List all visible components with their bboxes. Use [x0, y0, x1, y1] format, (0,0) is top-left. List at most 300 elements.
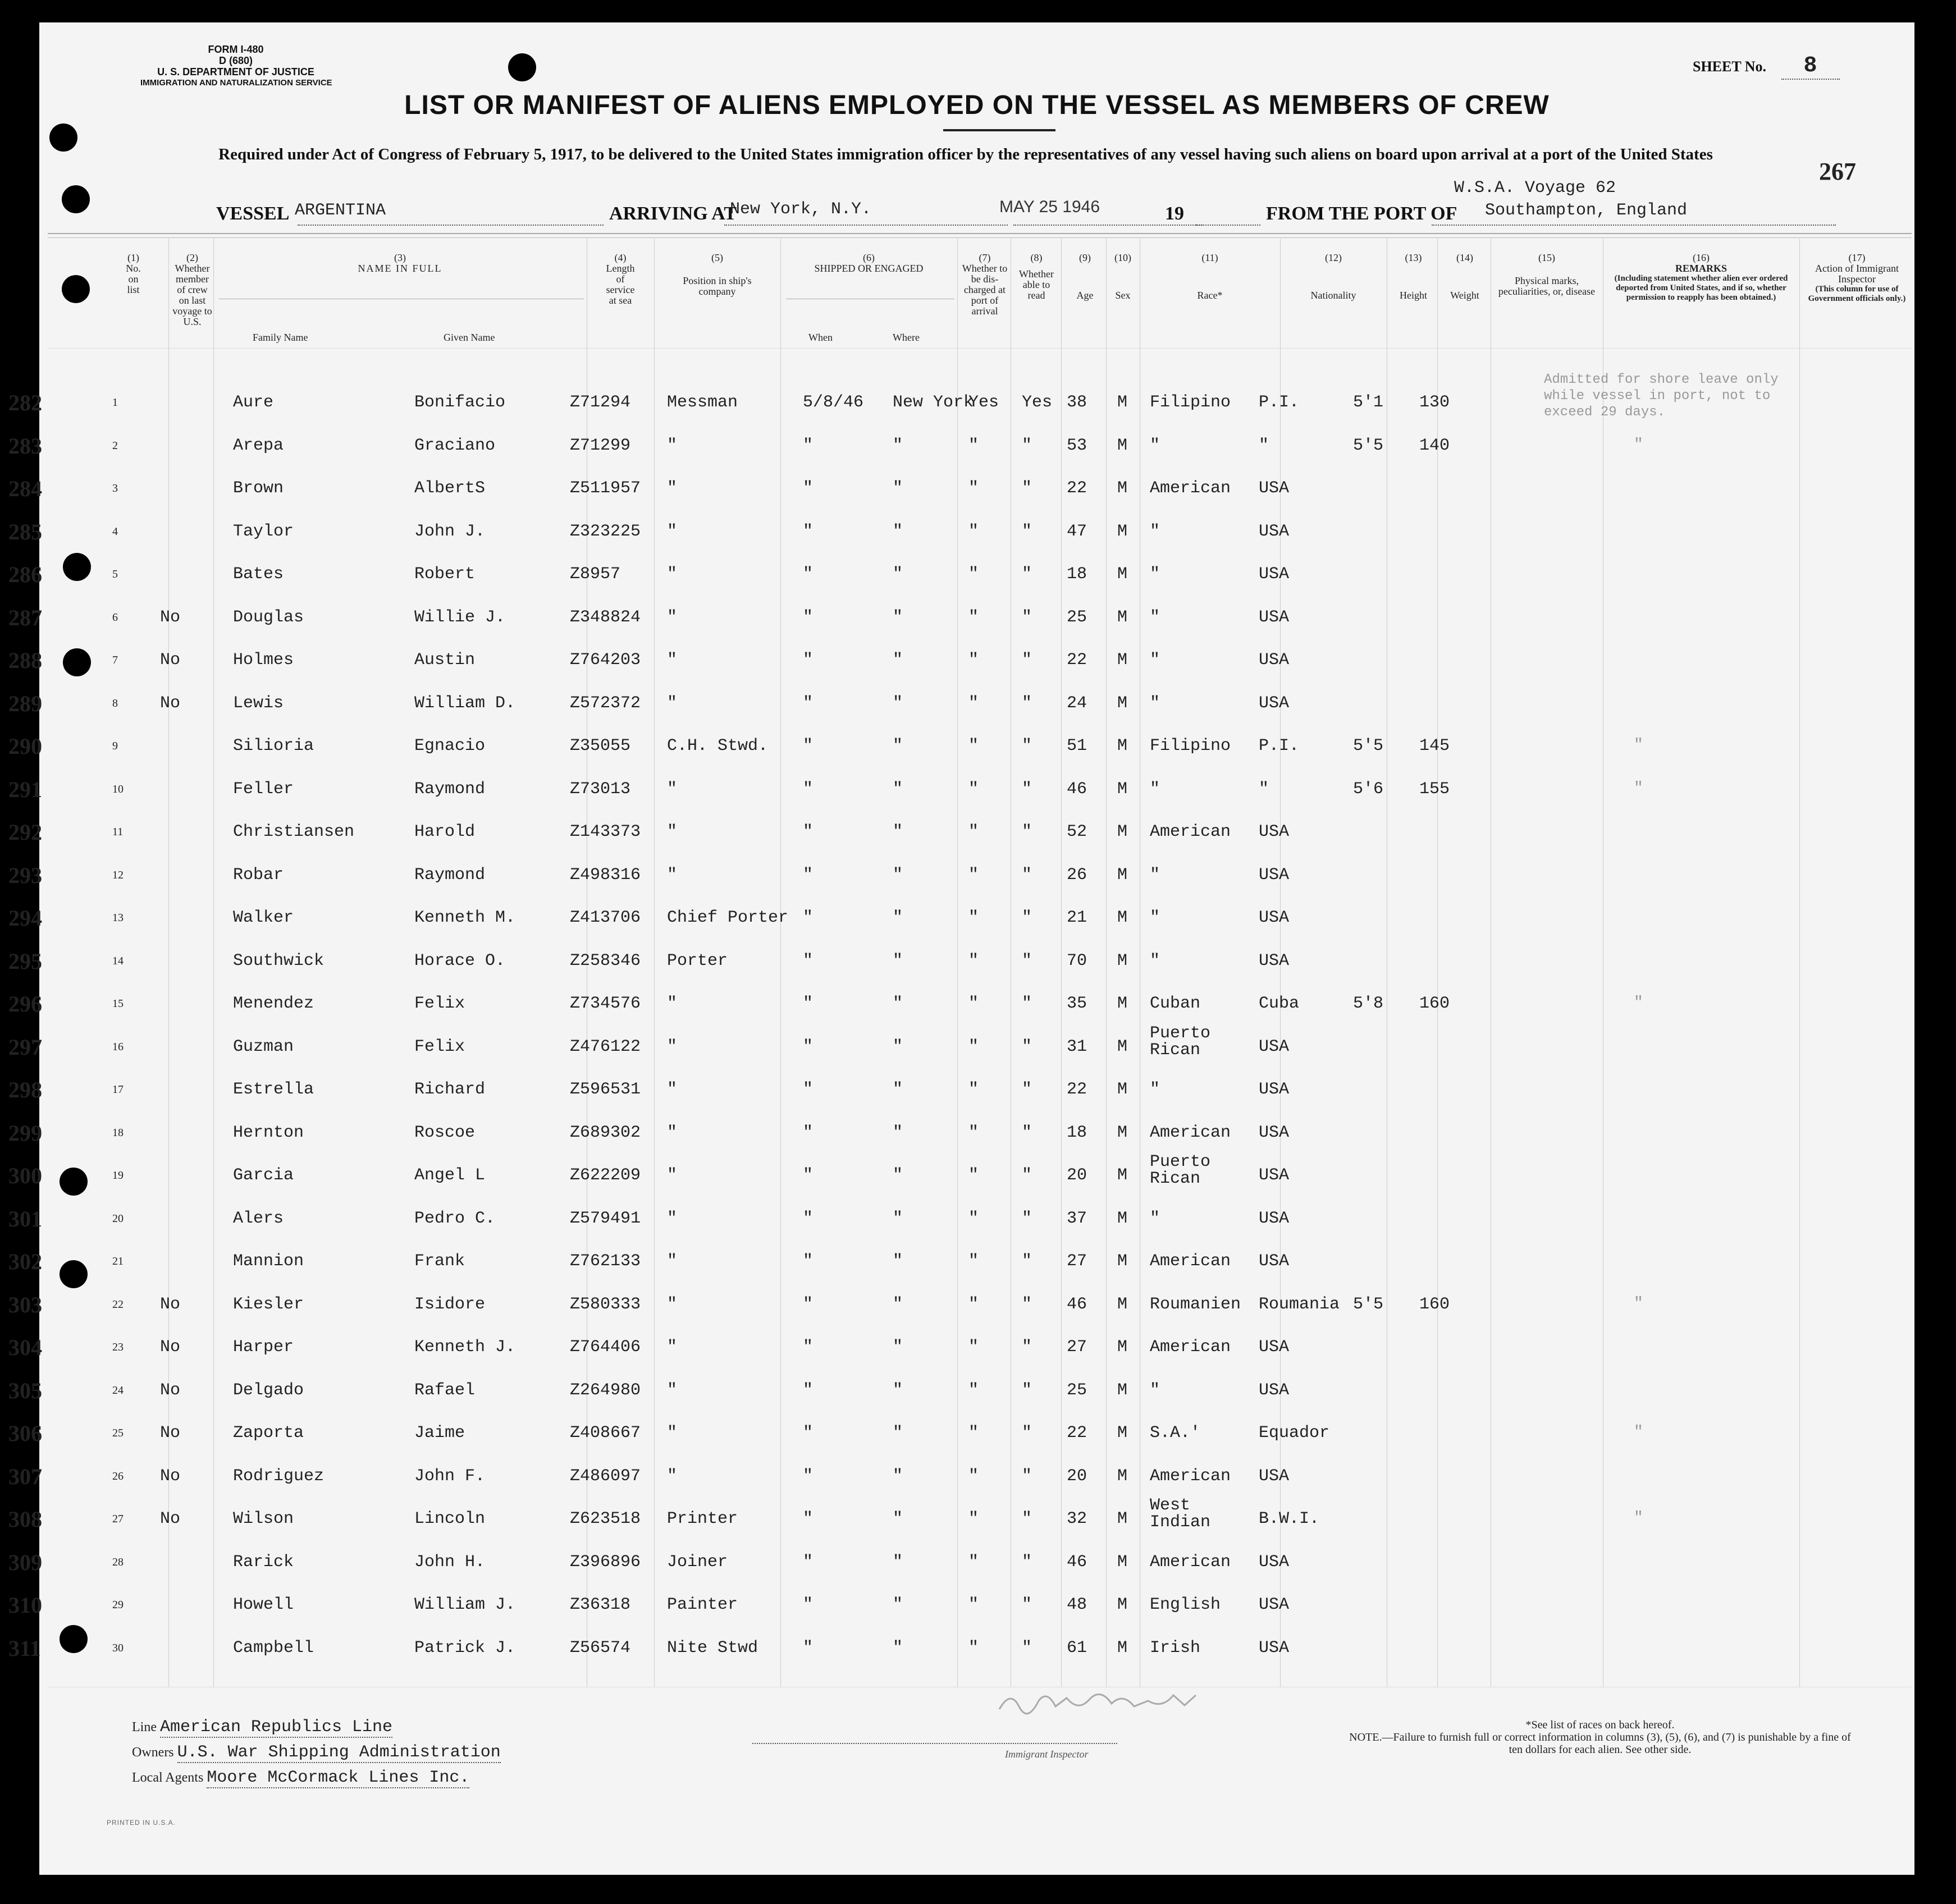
- row-stamp-number: 290: [8, 734, 42, 759]
- punch-hole: [63, 648, 91, 676]
- row-nationality: USA: [1259, 951, 1290, 971]
- col-label: REMARKS: [1675, 263, 1727, 274]
- row-weight: 155: [1419, 779, 1450, 799]
- row-stamp-number: 299: [8, 1120, 42, 1146]
- row-sex: M: [1117, 1080, 1128, 1099]
- row-position: ": [667, 1424, 678, 1443]
- row-race: American: [1150, 1338, 1231, 1357]
- row-given-name: Felix: [414, 994, 465, 1013]
- row-nationality: USA: [1259, 1166, 1290, 1185]
- row-service: Z143373: [570, 822, 641, 841]
- col-divider: [213, 239, 214, 1687]
- row-family-name: Rodriguez: [233, 1466, 325, 1486]
- row-nationality: USA: [1259, 1123, 1290, 1142]
- row-prev-voyage: No: [160, 1294, 181, 1314]
- row-list-number: 1: [112, 396, 118, 409]
- row-nationality: USA: [1259, 1037, 1290, 1056]
- row-able-to-read: ": [1022, 651, 1032, 670]
- row-family-name: Rarick: [233, 1552, 294, 1572]
- row-given-name: Pedro C.: [414, 1209, 496, 1228]
- row-race: ": [1150, 693, 1160, 713]
- row-able-to-read: ": [1022, 951, 1032, 971]
- col-subheader-where: Where: [893, 332, 920, 343]
- row-sex: M: [1117, 1338, 1128, 1357]
- row-nationality: P.I.: [1259, 393, 1300, 412]
- row-list-number: 14: [112, 954, 124, 967]
- row-race: Roumanien: [1150, 1294, 1241, 1314]
- action-note: (This column for use of Government officials only.): [1808, 285, 1906, 303]
- row-list-number: 15: [112, 997, 124, 1010]
- row-able-to-read: ": [1022, 607, 1032, 627]
- row-family-name: Mannion: [233, 1252, 304, 1271]
- row-able-to-read: ": [1022, 865, 1032, 885]
- row-position: ": [667, 436, 678, 455]
- row-list-number: 16: [112, 1040, 124, 1053]
- row-stamp-number: 292: [8, 820, 42, 845]
- row-given-name: Jaime: [414, 1424, 465, 1443]
- from-port-dotline: [1432, 225, 1836, 226]
- row-remark: ": [1634, 1294, 1643, 1312]
- row-shipped-when: ": [803, 1123, 814, 1142]
- row-nationality: B.W.I.: [1259, 1509, 1320, 1528]
- date-stamp: MAY 25 1946: [999, 198, 1100, 216]
- row-service: Z476122: [570, 1037, 641, 1056]
- row-shipped-where: ": [893, 1380, 903, 1400]
- row-sex: M: [1117, 736, 1128, 756]
- row-age: 25: [1067, 1380, 1087, 1400]
- row-family-name: Wilson: [233, 1509, 294, 1528]
- row-discharged: ": [968, 822, 979, 841]
- row-given-name: Patrick J.: [414, 1638, 516, 1658]
- col-num: (9): [1079, 252, 1091, 263]
- row-list-number: 19: [112, 1169, 124, 1182]
- row-service: Z623518: [570, 1509, 641, 1528]
- col-label: Length of service at sea: [606, 263, 635, 306]
- arriving-dotline: [724, 225, 1008, 226]
- row-shipped-when: ": [803, 822, 814, 841]
- row-position: ": [667, 565, 678, 584]
- row-stamp-number: 298: [8, 1077, 42, 1102]
- row-position: ": [667, 693, 678, 713]
- row-list-number: 26: [112, 1470, 124, 1482]
- row-shipped-when: ": [803, 1638, 814, 1658]
- footer-line-value: American Republics Line: [159, 1718, 393, 1737]
- row-nationality: USA: [1259, 1338, 1290, 1357]
- row-list-number: 24: [112, 1384, 124, 1397]
- col-label: Age: [1076, 290, 1094, 301]
- col-num: (2): [186, 252, 198, 263]
- footer-agents-label: Local Agents: [132, 1770, 204, 1785]
- col-label: Nationality: [1310, 290, 1356, 301]
- row-stamp-number: 303: [8, 1292, 42, 1317]
- row-discharged: ": [968, 1209, 979, 1228]
- row-able-to-read: ": [1022, 1552, 1032, 1572]
- row-discharged: ": [968, 607, 979, 627]
- row-discharged: ": [968, 951, 979, 971]
- row-service: Z71299: [570, 436, 631, 455]
- col-header-name: [213, 253, 587, 274]
- row-discharged: ": [968, 693, 979, 713]
- row-race: ": [1150, 607, 1160, 627]
- row-shipped-when: ": [803, 651, 814, 670]
- row-given-name: John F.: [414, 1466, 486, 1486]
- row-shipped-where: ": [893, 693, 903, 713]
- row-stamp-number: 310: [8, 1592, 42, 1618]
- row-given-name: Graciano: [414, 436, 496, 455]
- row-given-name: Raymond: [414, 865, 486, 885]
- arriving-label: ARRIVING AT: [609, 203, 737, 224]
- row-age: 27: [1067, 1338, 1087, 1357]
- footer-owners-label: Owners: [132, 1745, 174, 1760]
- row-able-to-read: ": [1022, 436, 1032, 455]
- row-service: Z323225: [570, 521, 641, 541]
- row-discharged: ": [968, 1166, 979, 1185]
- row-stamp-number: 295: [8, 948, 42, 974]
- row-nationality: USA: [1259, 1638, 1290, 1658]
- row-discharged: ": [968, 1638, 979, 1658]
- sheet-number: [1693, 53, 1840, 79]
- row-able-to-read: ": [1022, 1080, 1032, 1099]
- row-able-to-read: Yes: [1022, 393, 1053, 412]
- row-stamp-number: 286: [8, 562, 42, 587]
- row-height: 5'6: [1353, 779, 1384, 799]
- row-remark: ": [1634, 779, 1643, 797]
- row-list-number: 10: [112, 782, 124, 795]
- row-prev-voyage: No: [160, 1338, 181, 1357]
- row-stamp-number: 288: [8, 648, 42, 673]
- col-header-shipped: [783, 253, 954, 274]
- row-discharged: ": [968, 565, 979, 584]
- col-header-position: [657, 253, 778, 297]
- footer-line: [132, 1718, 392, 1737]
- row-shipped-when: ": [803, 1252, 814, 1271]
- row-list-number: 8: [112, 697, 118, 710]
- row-stamp-number: 306: [8, 1421, 42, 1446]
- row-weight: 145: [1419, 736, 1450, 756]
- row-given-name: William D.: [414, 693, 516, 713]
- row-given-name: Harold: [414, 822, 476, 841]
- row-discharged: ": [968, 1466, 979, 1486]
- row-nationality: USA: [1259, 822, 1290, 841]
- col-num: (14): [1456, 252, 1473, 263]
- row-sex: M: [1117, 779, 1128, 799]
- row-sex: M: [1117, 1552, 1128, 1572]
- row-given-name: William J.: [414, 1595, 516, 1614]
- row-shipped-when: ": [803, 607, 814, 627]
- row-position: ": [667, 1338, 678, 1357]
- punch-hole: [60, 1260, 88, 1288]
- fine-note: NOTE.—Failure to furnish full or correct information in columns (3), (5), (6), and (7) is punishable by a fine of ten dollars for each alien. See other side.: [1349, 1731, 1851, 1756]
- header-top-rule-2: [48, 237, 1912, 238]
- row-nationality: USA: [1259, 1380, 1290, 1400]
- row-age: 53: [1067, 436, 1087, 455]
- row-shipped-where: ": [893, 865, 903, 885]
- row-height: 5'5: [1353, 1294, 1384, 1314]
- page-subtitle: Required under Act of Congress of February 5, 1917, to be delivered to the United States immigration officer by the representatives of any vessel having such aliens on board upon arrival at a port of the United States: [218, 145, 1713, 163]
- col-label: Race*: [1197, 290, 1223, 301]
- row-family-name: Alers: [233, 1209, 284, 1228]
- row-shipped-when: ": [803, 908, 814, 927]
- row-nationality: P.I.: [1259, 736, 1300, 756]
- row-sex: M: [1117, 1380, 1128, 1400]
- row-race: English: [1150, 1595, 1221, 1614]
- row-stamp-number: 293: [8, 862, 42, 888]
- row-remark: ": [1634, 736, 1643, 754]
- row-age: 22: [1067, 479, 1087, 498]
- row-prev-voyage: No: [160, 651, 181, 670]
- row-given-name: Felix: [414, 1037, 465, 1056]
- row-service: Z498316: [570, 865, 641, 885]
- row-service: Z486097: [570, 1466, 641, 1486]
- col-label: Whether able to read: [1019, 268, 1054, 301]
- row-given-name: Richard: [414, 1080, 486, 1099]
- row-discharged: ": [968, 736, 979, 756]
- from-port: Southampton, England: [1485, 201, 1688, 220]
- row-shipped-when: ": [803, 1424, 814, 1443]
- row-discharged: ": [968, 1509, 979, 1528]
- col-divider: [1106, 239, 1107, 1687]
- row-age: 46: [1067, 779, 1087, 799]
- row-age: 52: [1067, 822, 1087, 841]
- row-shipped-when: ": [803, 479, 814, 498]
- row-position: ": [667, 521, 678, 541]
- col-num: (15): [1538, 252, 1555, 263]
- row-able-to-read: ": [1022, 693, 1032, 713]
- row-race: ": [1150, 436, 1160, 455]
- row-race: West Indian: [1150, 1496, 1211, 1532]
- row-sex: M: [1117, 1424, 1128, 1443]
- col-label: Whether to be dis-charged at port of arrival: [962, 263, 1008, 317]
- row-remark: ": [1634, 1509, 1643, 1527]
- from-port-label: FROM THE PORT OF: [1266, 203, 1457, 224]
- punch-hole: [60, 1625, 88, 1653]
- row-age: 22: [1067, 651, 1087, 670]
- row-discharged: ": [968, 1123, 979, 1142]
- row-family-name: Lewis: [233, 693, 284, 713]
- row-list-number: 28: [112, 1555, 124, 1568]
- row-sex: M: [1117, 865, 1128, 885]
- row-list-number: 23: [112, 1341, 124, 1353]
- col-label: Physical marks, peculiarities, or, disease: [1498, 275, 1596, 297]
- row-race: Irish: [1150, 1638, 1201, 1658]
- row-shipped-where: ": [893, 1123, 903, 1142]
- row-able-to-read: ": [1022, 822, 1032, 841]
- col-label: Height: [1400, 290, 1427, 301]
- row-position: ": [667, 651, 678, 670]
- row-stamp-number: 305: [8, 1377, 42, 1403]
- row-discharged: ": [968, 779, 979, 799]
- row-service: Z71294: [570, 393, 631, 412]
- row-list-number: 12: [112, 868, 124, 881]
- row-shipped-when: ": [803, 1380, 814, 1400]
- row-shipped-when: ": [803, 1294, 814, 1314]
- row-list-number: 4: [112, 525, 118, 538]
- row-discharged: ": [968, 994, 979, 1013]
- row-sex: M: [1117, 1595, 1128, 1614]
- row-given-name: Raymond: [414, 779, 486, 799]
- col-header-prev-voyage: [171, 253, 213, 327]
- row-stamp-number: 307: [8, 1463, 42, 1489]
- row-shipped-when: ": [803, 565, 814, 584]
- row-service: Z36318: [570, 1595, 631, 1614]
- row-age: 18: [1067, 1123, 1087, 1142]
- row-age: 31: [1067, 1037, 1087, 1056]
- row-race: Puerto Rican: [1150, 1023, 1211, 1060]
- row-given-name: John J.: [414, 521, 486, 541]
- row-service: Z35055: [570, 736, 631, 756]
- row-position: Painter: [667, 1595, 738, 1614]
- row-able-to-read: ": [1022, 521, 1032, 541]
- row-nationality: USA: [1259, 1252, 1290, 1271]
- row-height: 5'5: [1353, 436, 1384, 455]
- row-able-to-read: ": [1022, 1424, 1032, 1443]
- row-race: American: [1150, 1466, 1231, 1486]
- row-weight: 140: [1419, 436, 1450, 455]
- row-shipped-where: New York: [893, 393, 974, 412]
- row-discharged: ": [968, 479, 979, 498]
- row-sex: M: [1117, 994, 1128, 1013]
- row-list-number: 25: [112, 1427, 124, 1439]
- row-position: ": [667, 779, 678, 799]
- row-position: ": [667, 1294, 678, 1314]
- row-race: ": [1150, 865, 1160, 885]
- row-service: Z580333: [570, 1294, 641, 1314]
- col-num: (4): [614, 252, 627, 263]
- row-list-number: 13: [112, 912, 124, 924]
- row-family-name: Zaporta: [233, 1424, 304, 1443]
- form-revised: D (680): [218, 55, 253, 66]
- row-list-number: 11: [112, 826, 124, 838]
- row-service: Z511957: [570, 479, 641, 498]
- row-stamp-number: 284: [8, 476, 42, 501]
- row-given-name: Willie J.: [414, 607, 506, 627]
- form-number: FORM I-480: [208, 44, 264, 55]
- row-nationality: USA: [1259, 1209, 1290, 1228]
- col-header-read: [1013, 253, 1059, 301]
- col-num: (5): [711, 252, 723, 263]
- punch-hole: [49, 123, 77, 152]
- header-bottom-rule: [48, 348, 1912, 349]
- row-shipped-where: ": [893, 1209, 903, 1228]
- row-nationality: Equador: [1259, 1424, 1330, 1443]
- col-header-age: [1064, 253, 1106, 301]
- row-list-number: 3: [112, 482, 118, 495]
- col-divider: [1799, 239, 1800, 1687]
- row-shipped-when: ": [803, 1338, 814, 1357]
- row-age: 46: [1067, 1294, 1087, 1314]
- row-race: Filipino: [1150, 393, 1231, 412]
- row-age: 25: [1067, 607, 1087, 627]
- row-shipped-where: ": [893, 1166, 903, 1185]
- row-discharged: ": [968, 521, 979, 541]
- row-race: S.A.': [1150, 1424, 1201, 1443]
- row-shipped-where: ": [893, 607, 903, 627]
- row-service: Z408667: [570, 1424, 641, 1443]
- row-family-name: Guzman: [233, 1037, 294, 1056]
- row-list-number: 22: [112, 1298, 124, 1311]
- col-header-service: [589, 253, 651, 306]
- row-able-to-read: ": [1022, 1037, 1032, 1056]
- row-shipped-where: ": [893, 436, 903, 455]
- col-header-sex: [1106, 253, 1140, 301]
- row-stamp-number: 304: [8, 1335, 42, 1360]
- row-family-name: Southwick: [233, 951, 325, 971]
- row-sex: M: [1117, 1037, 1128, 1056]
- col-header-nationality: [1283, 253, 1384, 301]
- sheet-value: 8: [1781, 53, 1840, 80]
- row-discharged: ": [968, 1380, 979, 1400]
- row-shipped-where: ": [893, 908, 903, 927]
- col-divider: [1061, 239, 1062, 1687]
- row-shipped-where: ": [893, 779, 903, 799]
- row-family-name: Aure: [233, 393, 274, 412]
- row-given-name: Isidore: [414, 1294, 486, 1314]
- row-prev-voyage: No: [160, 1424, 181, 1443]
- row-able-to-read: ": [1022, 1509, 1032, 1528]
- col-num: (13): [1405, 252, 1422, 263]
- col-header-race: [1142, 253, 1277, 301]
- row-nationality: USA: [1259, 908, 1290, 927]
- row-given-name: Robert: [414, 565, 476, 584]
- row-position: ": [667, 607, 678, 627]
- row-race: Filipino: [1150, 736, 1231, 756]
- row-service: Z8957: [570, 565, 621, 584]
- form-dept: U. S. DEPARTMENT OF JUSTICE: [157, 66, 314, 77]
- row-sex: M: [1117, 1123, 1128, 1142]
- row-stamp-number: 289: [8, 690, 42, 716]
- col-num: (7): [979, 252, 991, 263]
- row-age: 21: [1067, 908, 1087, 927]
- row-family-name: Feller: [233, 779, 294, 799]
- row-prev-voyage: No: [160, 1509, 181, 1528]
- col-divider: [1437, 239, 1438, 1687]
- row-able-to-read: ": [1022, 1166, 1032, 1185]
- row-able-to-read: ": [1022, 1595, 1032, 1614]
- row-discharged: ": [968, 436, 979, 455]
- row-height: 5'5: [1353, 736, 1384, 756]
- row-position: ": [667, 1209, 678, 1228]
- row-nationality: USA: [1259, 607, 1290, 627]
- row-shipped-where: ": [893, 1595, 903, 1614]
- row-age: 20: [1067, 1166, 1087, 1185]
- pencil-remark-note: Admitted for shore leave only while vessel in port, not to exceed 29 days.: [1544, 372, 1779, 420]
- vessel-label: VESSEL: [216, 203, 290, 224]
- row-race: ": [1150, 1209, 1160, 1228]
- row-sex: M: [1117, 1638, 1128, 1658]
- row-stamp-number: 308: [8, 1507, 42, 1532]
- row-given-name: Horace O.: [414, 951, 506, 971]
- row-able-to-read: ": [1022, 1252, 1032, 1271]
- row-able-to-read: ": [1022, 736, 1032, 756]
- row-prev-voyage: No: [160, 693, 181, 713]
- col-label: Sex: [1115, 290, 1131, 301]
- vessel-dotline: [298, 225, 604, 226]
- row-family-name: Bates: [233, 565, 284, 584]
- row-nationality: USA: [1259, 651, 1290, 670]
- col-subheader-given: Given Name: [444, 332, 495, 343]
- row-able-to-read: ": [1022, 779, 1032, 799]
- row-sex: M: [1117, 1166, 1128, 1185]
- row-race: American: [1150, 1252, 1231, 1271]
- row-shipped-when: ": [803, 1466, 814, 1486]
- row-given-name: Roscoe: [414, 1123, 476, 1142]
- row-nationality: USA: [1259, 1595, 1290, 1614]
- row-race: ": [1150, 779, 1160, 799]
- row-sex: M: [1117, 565, 1128, 584]
- row-family-name: Kiesler: [233, 1294, 304, 1314]
- row-sex: M: [1117, 607, 1128, 627]
- row-given-name: Angel L: [414, 1166, 486, 1185]
